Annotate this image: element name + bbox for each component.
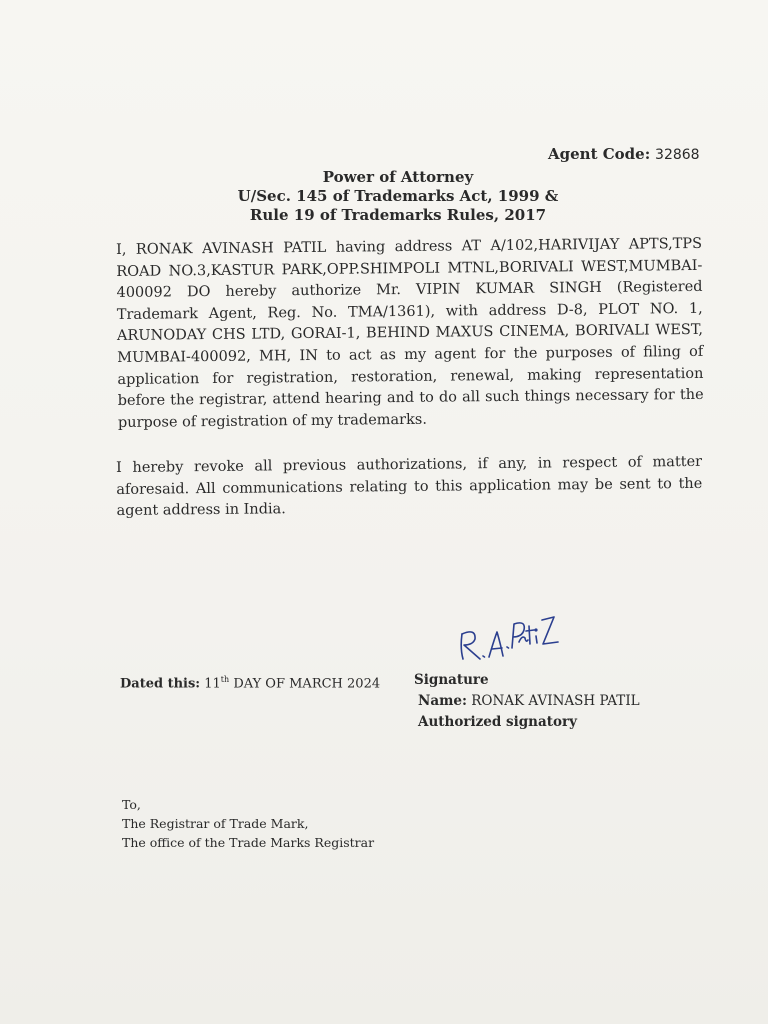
addressee-block (122, 795, 374, 852)
agent-code-label: Agent Code: (548, 145, 651, 163)
title-line-3: Rule 19 of Trademarks Rules, 2017 (249, 206, 547, 224)
document-title (228, 168, 568, 225)
addressee-line-2: The office of the Trade Marks Registrar (122, 835, 375, 850)
agent-code (548, 145, 700, 163)
dated-label: Dated this: (120, 676, 201, 692)
authorization-paragraph: I, RONAK AVINASH PATIL having address AT A/102,HARIVIJAY APTS,TPS ROAD NO.3,KASTUR PARK,OPP.SHIMPOLI MTNL,BORIVALI WEST,MUMBAI-400092 DO hereby authorize Mr. VIPIN KUMAR SINGH (Registered Trademark Agent, Reg. No. TMA/1361), with address D-8, PLOT NO. 1, ARUNODAY CHS LTD, GORAI-1, BEHIND MAXUS CINEMA, BORIVALI WEST, MUMBAI-400092, MH, IN to act as my agent for the purposes of filing of application for registration, restoration, renewal, making representation before the registrar, attend hearing and to do all such things necessary for the purpose of registration of my trademarks. (116, 235, 704, 431)
dated-day: 11 (204, 676, 221, 692)
revocation-paragraph: I hereby revoke all previous authorizations, if any, in respect of matter aforesaid. All communications relating to this application may be sent to the agent address in India. (116, 453, 703, 520)
dated-day-suffix: th (220, 675, 230, 684)
signatory-role: Authorized signatory (418, 714, 577, 730)
date-line (120, 675, 380, 691)
agent-code-value: 32868 (655, 147, 700, 163)
signatory-name (414, 691, 640, 712)
name-label: Name: (418, 693, 467, 709)
addressee-line-1: The Registrar of Trade Mark, (122, 816, 309, 831)
handwritten-signature (456, 612, 566, 667)
addressee-to: To, (122, 797, 141, 812)
signature-label: Signature (414, 672, 489, 688)
signature-block (414, 670, 640, 733)
name-value: RONAK AVINASH PATIL (471, 693, 640, 709)
dated-month-year: DAY OF MARCH 2024 (233, 676, 381, 692)
title-line-1: Power of Attorney (322, 168, 474, 186)
title-line-2: U/Sec. 145 of Trademarks Act, 1999 & (237, 187, 559, 205)
